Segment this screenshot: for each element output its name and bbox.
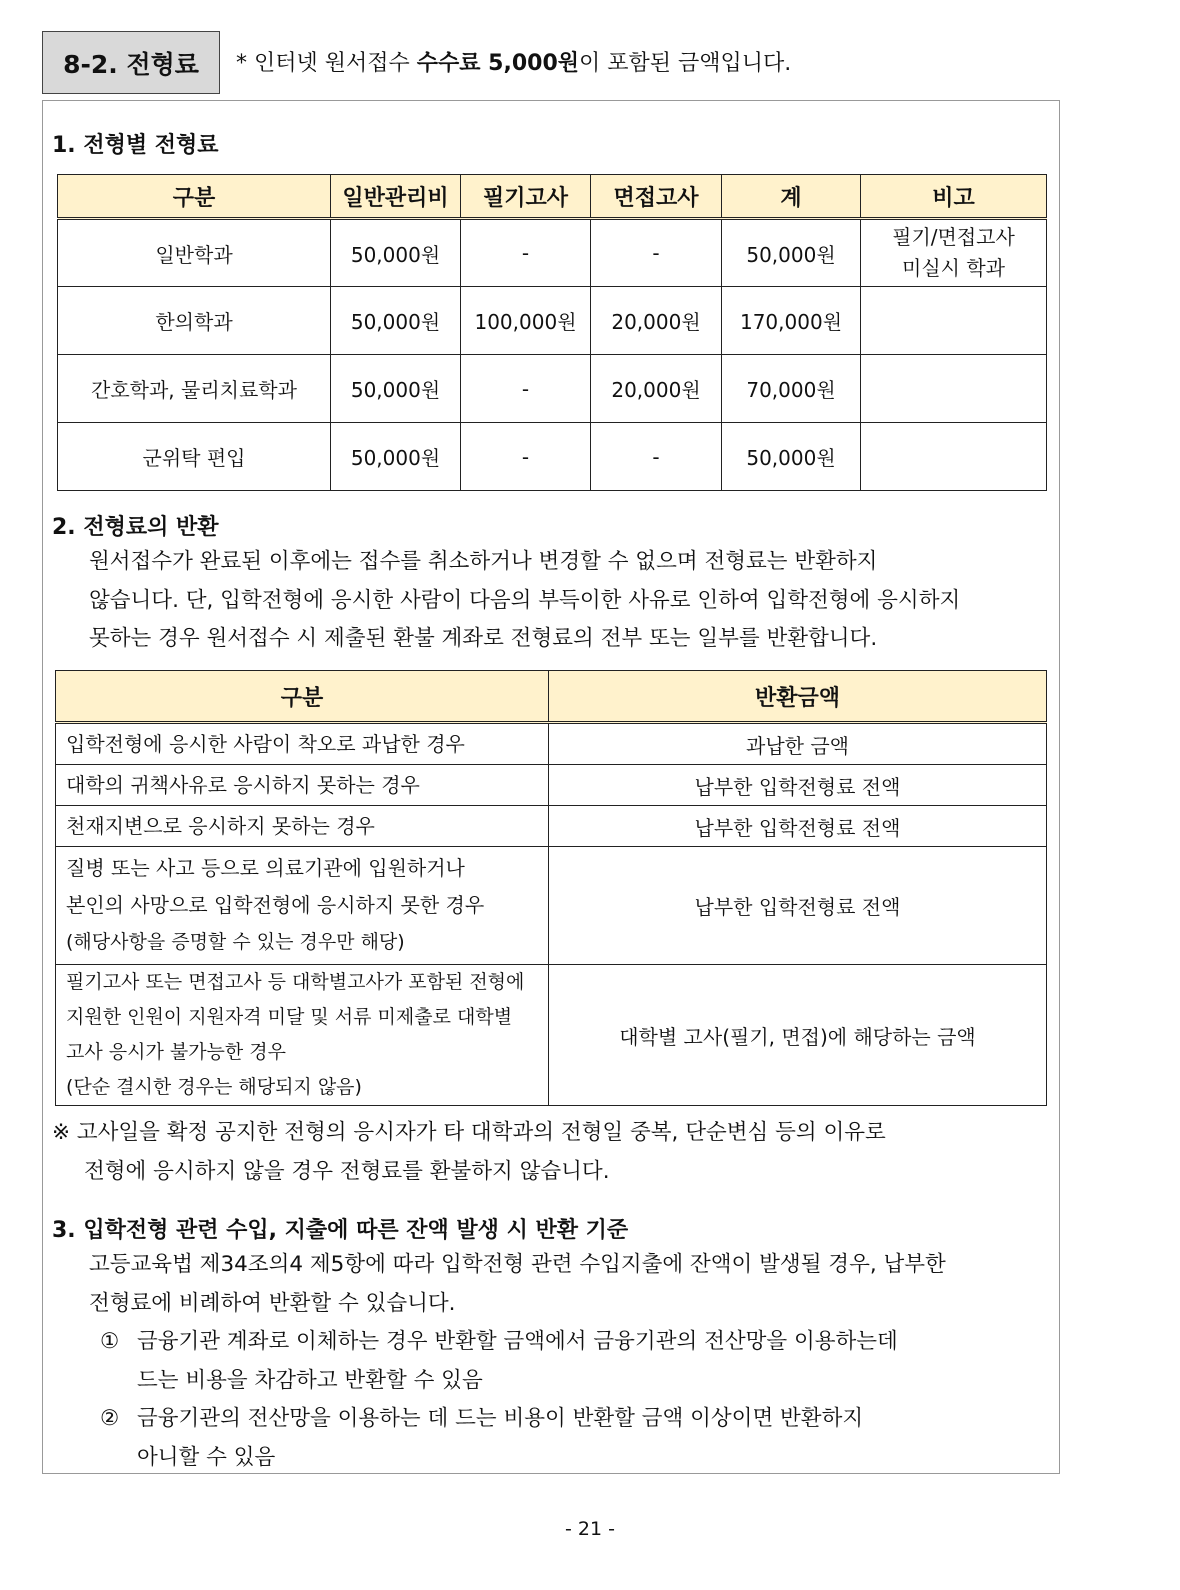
table-row [56, 847, 1047, 965]
refund-case: 대학의 귀책사유로 응시하지 못하는 경우 [56, 765, 549, 806]
refund-amount: 납부한 입학전형료 전액 [549, 847, 1047, 965]
refund-table [55, 670, 1047, 1106]
refund-paragraph: 원서접수가 완료된 이후에는 접수를 취소하거나 변경할 수 없으며 전형료는 반환하지 않습니다. 단, 입학전형에 응시한 사람이 다음의 부득이한 사유로 인하여 입학전형에 응시하지 못하는 경우 원서접수 시 제출된 환불 계좌로 전형료의 전부 또는 일부를 반환합니다. [89, 549, 961, 651]
refund-amount: 대학별 고사(필기, 면접)에 해당하는 금액 [549, 965, 1047, 1106]
remarks [861, 423, 1047, 491]
col-admin-fee: 일반관리비 [331, 175, 461, 219]
balance-paragraph: 고등교육법 제34조의4 제5항에 따라 입학전형 관련 수입지출에 잔액이 발생될 경우, 납부한 전형료에 비례하여 반환할 수 있습니다. [89, 1252, 946, 1316]
table-row [56, 965, 1047, 1106]
section3-heading: 3. 입학전형 관련 수입, 지출에 따른 잔액 발생 시 반환 기준 [52, 1218, 629, 1243]
written-fee: - [461, 423, 591, 491]
total-fee: 50,000원 [722, 219, 861, 287]
table-row [58, 423, 1047, 491]
fee-table [57, 174, 1047, 491]
col-refund-amount: 반환금액 [549, 671, 1047, 723]
section1-heading: 1. 전형별 전형료 [52, 133, 219, 158]
fee-table-header [58, 175, 1047, 219]
table-row [58, 355, 1047, 423]
section-title: 8-2. 전형료 [42, 31, 220, 94]
col-interview: 면접고사 [591, 175, 722, 219]
fee-note: * 인터넷 원서접수 수수료 5,000원이 포함된 금액입니다. [236, 51, 792, 76]
col-written-exam: 필기고사 [461, 175, 591, 219]
written-fee: 100,000원 [461, 287, 591, 355]
col-remarks: 비고 [861, 175, 1047, 219]
remarks: 필기/면접고사 미실시 학과 [861, 219, 1047, 287]
total-fee: 50,000원 [722, 423, 861, 491]
interview-fee: 20,000원 [591, 355, 722, 423]
written-fee: - [461, 355, 591, 423]
remarks [861, 287, 1047, 355]
dept-name: 일반학과 [58, 219, 331, 287]
refund-amount: 납부한 입학전형료 전액 [549, 806, 1047, 847]
table-row [58, 287, 1047, 355]
total-fee: 70,000원 [722, 355, 861, 423]
dept-name: 간호학과, 물리치료학과 [58, 355, 331, 423]
refund-case: 천재지변으로 응시하지 못하는 경우 [56, 806, 549, 847]
refund-case: 입학전형에 응시한 사람이 착오로 과납한 경우 [56, 723, 549, 765]
table-row [56, 723, 1047, 765]
balance-item-1: ① 금융기관 계좌로 이체하는 경우 반환할 금액에서 금융기관의 전산망을 이용하는데 드는 비용을 차감하고 반환할 수 있음 [100, 1329, 898, 1393]
col-category: 구분 [58, 175, 331, 219]
interview-fee: - [591, 219, 722, 287]
col-category: 구분 [56, 671, 549, 723]
interview-fee: - [591, 423, 722, 491]
remarks [861, 355, 1047, 423]
refund-amount: 과납한 금액 [549, 723, 1047, 765]
col-total: 계 [722, 175, 861, 219]
admin-fee: 50,000원 [331, 219, 461, 287]
refund-notice: ※ 고사일을 확정 공지한 전형의 응시자가 타 대학과의 전형일 중복, 단순변심 등의 이유로 전형에 응시하지 않을 경우 전형료를 환불하지 않습니다. [52, 1120, 886, 1184]
balance-item-2: ② 금융기관의 전산망을 이용하는 데 드는 비용이 반환할 금액 이상이면 반환하지 아니할 수 있음 [100, 1406, 864, 1470]
refund-table-header [56, 671, 1047, 723]
refund-amount: 납부한 입학전형료 전액 [549, 765, 1047, 806]
dept-name: 한의학과 [58, 287, 331, 355]
dept-name: 군위탁 편입 [58, 423, 331, 491]
refund-case: 필기고사 또는 면접고사 등 대학별고사가 포함된 전형에 지원한 인원이 지원자격 미달 및 서류 미제출로 대학별 고사 응시가 불가능한 경우 (단순 결시한 경우는 해당되지 않음) [56, 965, 549, 1106]
table-row [56, 806, 1047, 847]
admin-fee: 50,000원 [331, 355, 461, 423]
interview-fee: 20,000원 [591, 287, 722, 355]
table-row [56, 765, 1047, 806]
page-number: - 21 - [565, 1518, 615, 1540]
total-fee: 170,000원 [722, 287, 861, 355]
refund-case: 질병 또는 사고 등으로 의료기관에 입원하거나 본인의 사망으로 입학전형에 응시하지 못한 경우 (해당사항을 증명할 수 있는 경우만 해당) [56, 847, 549, 965]
written-fee: - [461, 219, 591, 287]
table-row [58, 219, 1047, 287]
admin-fee: 50,000원 [331, 423, 461, 491]
admin-fee: 50,000원 [331, 287, 461, 355]
section2-heading: 2. 전형료의 반환 [52, 515, 219, 540]
